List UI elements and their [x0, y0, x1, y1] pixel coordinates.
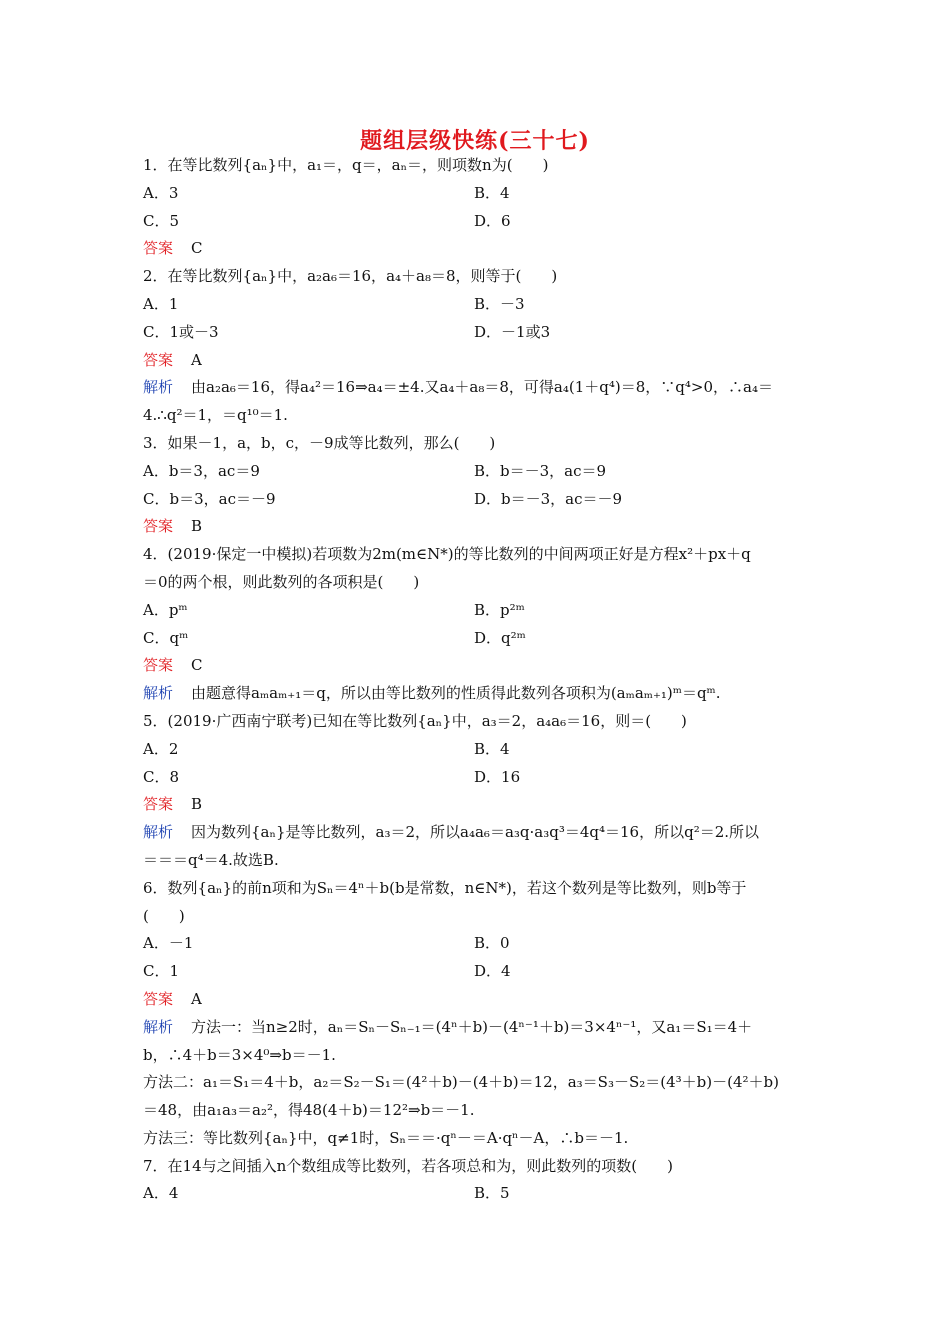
q6-option-a: A．－1 — [143, 934, 194, 953]
q3-answer: B — [191, 517, 203, 536]
q4-option-c: C．qᵐ — [143, 628, 189, 647]
q1-option-b: B．4 — [474, 183, 510, 202]
explain-label: 解析 — [143, 823, 174, 842]
q6-answer: A — [191, 989, 202, 1008]
q2-options-cd — [143, 319, 808, 347]
q1-options-ab — [143, 180, 808, 208]
q3-options-ab — [143, 458, 808, 486]
q5-options-ab — [143, 736, 808, 764]
question-list — [143, 152, 808, 1208]
q5-explanation-1: 因为数列{aₙ}是等比数列，a₃＝2，所以a₄a₆＝a₃q·a₃q³＝4q⁴＝16，所以q²＝2.所以 — [191, 823, 760, 842]
q7-option-a: A．4 — [143, 1184, 179, 1203]
q1-answer-line — [143, 235, 808, 263]
explain-label: 解析 — [143, 684, 174, 703]
q5-stem: 5．(2019·广西南宁联考)已知在等比数列{aₙ}中，a₃＝2，a₄a₆＝16，则＝( ) — [143, 711, 687, 730]
q5-option-d: D．16 — [474, 767, 521, 786]
answer-label: 答案 — [143, 239, 174, 258]
q4-explanation: 由题意得aₘaₘ₊₁＝q，所以由等比数列的性质得此数列各项积为(aₘaₘ₊₁)ᵐ＝qᵐ. — [191, 684, 721, 703]
q7-stem: 7．在14与之间插入n个数组成等比数列，若各项总和为，则此数列的项数( ) — [143, 1156, 673, 1175]
q3-answer-line — [143, 513, 808, 541]
q2-answer-line — [143, 347, 808, 375]
q2-answer: A — [191, 350, 202, 369]
q6-options-cd — [143, 958, 808, 986]
q4-options-ab — [143, 597, 808, 625]
q2-option-a: A．1 — [143, 294, 179, 313]
q4-explanation-line — [143, 680, 808, 708]
page-title: 题组层级快练(三十七) — [360, 128, 590, 154]
q3-option-d: D．b＝－3，ac＝－9 — [474, 489, 623, 508]
q4-option-d: D．q²ᵐ — [474, 628, 526, 647]
q6-options-ab — [143, 930, 808, 958]
q4-option-b: B．p²ᵐ — [474, 600, 525, 619]
q1-option-a: A．3 — [143, 183, 179, 202]
answer-label: 答案 — [143, 795, 174, 814]
q6-explanation-line-3: 方法二：a₁＝S₁＝4＋b，a₂＝S₂－S₁＝(4²＋b)－(4＋b)＝12，a₃＝S₃－S₂＝(4³＋b)－(4²＋b) — [143, 1073, 779, 1092]
q5-explanation-line-1 — [143, 819, 808, 847]
q3-option-b: B．b＝－3，ac＝9 — [474, 461, 607, 480]
q6-option-d: D．4 — [474, 962, 511, 981]
q6-option-c: C．1 — [143, 962, 180, 981]
q5-answer-line — [143, 791, 808, 819]
answer-label: 答案 — [143, 517, 174, 536]
q3-options-cd — [143, 486, 808, 514]
q3-option-a: A．b＝3，ac＝9 — [143, 461, 260, 480]
q6-answer-line — [143, 986, 808, 1014]
q5-answer: B — [191, 795, 203, 814]
explain-label: 解析 — [143, 378, 174, 397]
q2-explanation-line-2: 4.∴q²＝1，＝q¹⁰＝1. — [143, 406, 288, 425]
q2-explanation-line-1 — [143, 374, 808, 402]
q6-explanation-line-5: 方法三：等比数列{aₙ}中，q≠1时，Sₙ＝＝·qⁿ－＝A·qⁿ－A，∴b＝－1. — [143, 1128, 629, 1147]
q2-stem: 2．在等比数列{aₙ}中，a₂a₆＝16，a₄＋a₈＝8，则等于( ) — [143, 267, 558, 286]
q4-answer: C — [191, 656, 203, 675]
q1-option-c: C．5 — [143, 211, 180, 230]
q6-stem-line-2: ( ) — [143, 906, 185, 925]
q2-option-d: D．－1或3 — [474, 322, 551, 341]
q6-explanation-line-4: ＝48，由a₁a₃＝a₂²，得48(4＋b)＝12²⇒b＝－1. — [143, 1101, 475, 1120]
q1-answer: C — [191, 239, 203, 258]
q5-option-b: B．4 — [474, 739, 510, 758]
q4-options-cd — [143, 625, 808, 653]
q1-stem: 1．在等比数列{aₙ}中，a₁＝，q＝，aₙ＝，则项数n为( ) — [143, 156, 549, 174]
q1-option-d: D．6 — [474, 211, 511, 230]
q4-stem-line-2: ＝0的两个根，则此数列的各项积是( ) — [143, 572, 420, 591]
q5-option-c: C．8 — [143, 767, 180, 786]
q4-option-a: A．pᵐ — [143, 600, 188, 619]
answer-label: 答案 — [143, 989, 174, 1008]
q7-options-ab — [143, 1180, 808, 1208]
q2-option-b: B．－3 — [474, 294, 525, 313]
q3-option-c: C．b＝3，ac＝－9 — [143, 489, 276, 508]
answer-label: 答案 — [143, 656, 174, 675]
q6-explanation-line-2: b，∴4＋b＝3×4⁰⇒b＝－1. — [143, 1045, 336, 1064]
q2-option-c: C．1或－3 — [143, 322, 219, 341]
q5-explanation-line-2: ＝＝＝q⁴＝4.故选B. — [143, 850, 279, 869]
q1-options-cd — [143, 208, 808, 236]
q6-explanation-line-1 — [143, 1014, 808, 1042]
explain-label: 解析 — [143, 1017, 174, 1036]
q6-stem-line-1: 6．数列{aₙ}的前n项和为Sₙ＝4ⁿ＋b(b是常数，n∈N*)，若这个数列是等比数列，则b等于 — [143, 878, 747, 897]
q2-explanation-1: 由a₂a₆＝16，得a₄²＝16⇒a₄＝±4.又a₄＋a₈＝8，可得a₄(1＋q⁴)＝8，∵q⁴>0，∴a₄＝ — [191, 378, 773, 397]
q4-answer-line — [143, 652, 808, 680]
answer-label: 答案 — [143, 350, 174, 369]
q4-stem-line-1: 4．(2019·保定一中模拟)若项数为2m(m∈N*)的等比数列的中间两项正好是方程x²＋px＋q — [143, 545, 751, 564]
q3-stem: 3．如果－1，a，b，c，－9成等比数列，那么( ) — [143, 433, 496, 452]
q2-options-ab — [143, 291, 808, 319]
q5-options-cd — [143, 764, 808, 792]
q5-option-a: A．2 — [143, 739, 179, 758]
q6-explanation-1: 方法一：当n≥2时，aₙ＝Sₙ－Sₙ₋₁＝(4ⁿ＋b)－(4ⁿ⁻¹＋b)＝3×4ⁿ⁻¹，又a₁＝S₁＝4＋ — [191, 1017, 753, 1036]
q7-option-b: B．5 — [474, 1184, 510, 1203]
q6-option-b: B．0 — [474, 934, 510, 953]
